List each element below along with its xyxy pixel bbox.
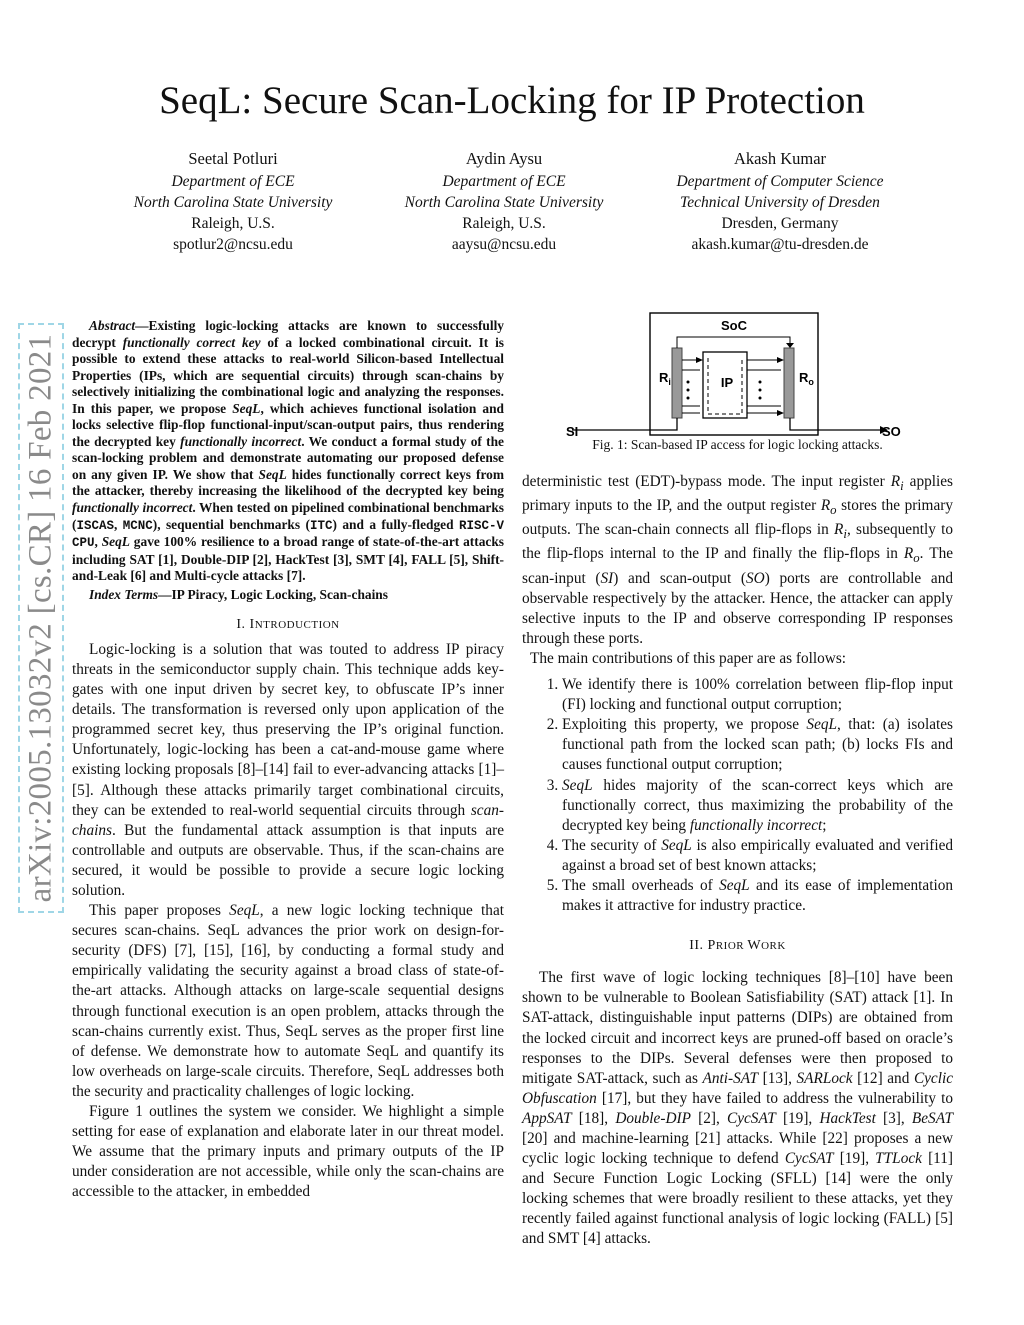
list-text: The small overheads of bbox=[562, 876, 720, 894]
section-cap: I bbox=[249, 616, 255, 632]
math-sub: o bbox=[913, 551, 920, 566]
arrowhead bbox=[786, 343, 794, 348]
list-text: hides majority of the scan-correct keys which are functionally correct, thus maximizing the probability of the decrypted key being bbox=[562, 776, 953, 834]
intro-paragraph-2 bbox=[72, 901, 504, 1102]
intro-emph: scan-chains bbox=[72, 801, 504, 839]
right-column bbox=[522, 472, 953, 1250]
math: R bbox=[834, 521, 844, 539]
author-name: Seetal Potluri bbox=[188, 149, 278, 168]
list-emph: SeqL bbox=[661, 836, 692, 854]
list-text: We identify there is bbox=[562, 676, 695, 694]
contributions-list bbox=[522, 675, 953, 916]
abstract-text: —Existing logic-locking attacks are known to successfully decrypt bbox=[72, 318, 504, 350]
section-heading-intro bbox=[72, 615, 504, 635]
ro-label: $R_o$ bbox=[799, 370, 814, 387]
abstract-emph: functionally incorrect bbox=[72, 500, 193, 516]
emph: HackTest bbox=[819, 1109, 876, 1127]
author-email: spotlur2@ncsu.edu bbox=[173, 236, 293, 253]
section-rest: NTRODUCTION bbox=[254, 618, 340, 631]
math-sub: o bbox=[830, 503, 837, 518]
ro-register bbox=[784, 348, 794, 418]
author-city: Raleigh, U.S. bbox=[191, 215, 275, 232]
author-email: akash.kumar@tu-dresden.de bbox=[691, 236, 869, 253]
list-text: and its ease of implementation makes it attractive for industry practice. bbox=[562, 876, 954, 915]
body-text: ) ports are controllable and observable respectively by the attacker. Hence, the attacker can apply selective inputs to the IP and observe corresponding IP responses through these ports. bbox=[522, 569, 953, 647]
body-text: deterministic test (EDT)-bypass mode. The input register bbox=[522, 473, 891, 490]
abstract-emph: functionally incorrect bbox=[180, 433, 302, 449]
right-paragraph-1 bbox=[522, 472, 953, 649]
author-3 bbox=[630, 148, 930, 255]
body-text: The first wave of logic locking techniques [8]–[10] have been shown to be vulnerable to Boolean Satisfiability (SAT) attack [1]. In SAT-attack, distinguishable input patterns (DIPs) are obtained from the locked circuit and incorrect keys are pruned-off based on oracle’s responses to the DIPs. Several defenses were then proposed to mitigate SAT-attack, such as bbox=[522, 969, 953, 1087]
abstract-emph: SeqL bbox=[258, 466, 287, 482]
abstract-mono: MCNC bbox=[122, 518, 153, 533]
math: R bbox=[820, 497, 831, 515]
author-univ: Technical University of Dresden bbox=[680, 194, 880, 211]
author-dept: Department of ECE bbox=[171, 173, 295, 190]
emph: Cyclic Obfuscation bbox=[522, 1069, 954, 1107]
figure-caption: Fig. 1: Scan-based IP access for logic locking attacks. bbox=[592, 437, 883, 452]
abstract-text: , which achieves functional isolation and locks selective flip-flop functional-input/scan-output pairs, thus rendering the decrypted key bbox=[72, 400, 504, 449]
section-number: I. bbox=[236, 616, 250, 632]
list-item bbox=[562, 836, 953, 876]
output-connections bbox=[747, 360, 781, 413]
body-text: applies primary inputs to the IP, and the output register bbox=[522, 473, 953, 515]
emph: Double-DIP bbox=[615, 1109, 691, 1127]
body-text: [11] and Secure Function Logic Locking (SFLL) [14] were the only locking schemes that were broadly resilient to these attacks, yet they recently failed against functional analysis of logic locking (FALL) [5] and SMT [4] attacks. bbox=[522, 1150, 953, 1248]
list-item bbox=[562, 876, 953, 916]
body-text: [18], bbox=[571, 1109, 616, 1127]
ri-register bbox=[672, 348, 682, 418]
intro-text: , a new logic locking technique that secures scan-chains. SeqL advances the prior work on design-for-security (DFS) [7], [15], [16], by conducting a formal study and empirically validating the security against a broad class of state-of-the-art attacks. Although attacks on large-scale sequential designs through functional execution is an open problem, attacks through the scan-chains currently exist. Thus, SeqL serves as the proper first line of defense. We demonstrate how to automate SeqL and quantify its low overheads on large-scale circuits. Therefore, SeqL addresses both the security and practicality challenges of logic locking. bbox=[72, 902, 504, 1100]
abstract-text: . When tested on pipelined combinational benchmarks ( bbox=[72, 500, 504, 532]
abstract-emph: SeqL bbox=[232, 400, 261, 416]
section-number: II. bbox=[689, 938, 708, 954]
author-city: Dresden, Germany bbox=[721, 215, 839, 232]
author-dept: Department of ECE bbox=[442, 173, 566, 190]
arxiv-id: arXiv:2005.13032v2 [cs.CR] 16 Feb 2021 bbox=[22, 333, 59, 903]
body-text: [19], bbox=[775, 1109, 820, 1127]
emph: TTLock bbox=[875, 1150, 922, 1168]
list-text: The security of bbox=[562, 836, 662, 854]
abstract-text: of a locked combinational circuit. It is possible to extend these attacks to real-world Silicon-based Intellectual Properties (IPs, which are sequential circuits) through scan-chains by selectively initializing the combinational logic and analyzing the responses. In this paper, we propose bbox=[72, 334, 505, 416]
paper-title: SeqL: Secure Scan-Locking for IP Protection bbox=[159, 79, 865, 122]
left-column bbox=[72, 318, 504, 1202]
emph: CycSAT bbox=[727, 1109, 776, 1127]
list-text: , that: (a) isolates functional path from the locked scan path; (b) locks FIs and causes functional output corruption; bbox=[562, 716, 953, 774]
index-terms bbox=[72, 586, 504, 603]
emph: Anti-SAT bbox=[702, 1069, 759, 1087]
author-city: Raleigh, U.S. bbox=[462, 215, 546, 232]
ip-label: IP bbox=[720, 375, 734, 390]
author-univ: North Carolina State University bbox=[133, 194, 333, 211]
arrowhead bbox=[777, 410, 784, 416]
list-text: is also empirically evaluated and verified against a broad set of best known attacks; bbox=[562, 836, 954, 874]
soc-label: SoC bbox=[721, 318, 747, 333]
intro-paragraph-3: Figure 1 outlines the system we consider. We highlight a simple setting for ease of explanation and elaborate later in our threat model. We assume that the primary inputs and primary outputs of the IP under consideration are not accessible, while only the scan-chains are accessible to the attacker, in embedded bbox=[72, 1103, 504, 1201]
abstract-text: gave 100% resilience to a broad range of state-of-the-art attacks including SAT [1], Double-DIP [2], HackTest [3], SMT [4], FALL [5], Shift-and-Leak [6] and Multi-cycle attacks [7]. bbox=[72, 534, 504, 584]
math-sub: i bbox=[900, 479, 904, 494]
si-label: SI bbox=[566, 424, 579, 439]
abstract-mono: RISC-V CPU bbox=[72, 518, 504, 551]
emph: CycSAT bbox=[784, 1150, 834, 1168]
body-text: [2], bbox=[690, 1109, 728, 1127]
author-dept: Department of Computer Science bbox=[676, 173, 884, 190]
math: R bbox=[890, 473, 901, 490]
section-rest: ORK bbox=[761, 940, 786, 953]
author-email: aaysu@ncsu.edu bbox=[451, 236, 557, 253]
list-text: Exploiting this property, we propose bbox=[562, 716, 807, 734]
emph: BeSAT bbox=[911, 1109, 953, 1127]
scan-in-line bbox=[572, 418, 677, 430]
math: R bbox=[903, 545, 914, 563]
math-sub: i bbox=[843, 527, 847, 542]
body-text: [3], bbox=[875, 1109, 912, 1127]
emph: SARLock bbox=[796, 1069, 853, 1087]
list-emph: SeqL bbox=[562, 776, 593, 794]
input-connections bbox=[682, 360, 700, 413]
author-1 bbox=[83, 148, 383, 255]
abstract-text: hides functionally correct keys from the attacker, thereby increasing the likelihood of the decrypted key being bbox=[72, 466, 504, 499]
author-name: Akash Kumar bbox=[733, 149, 827, 168]
author-2 bbox=[354, 148, 654, 255]
body-text: . The scan-input ( bbox=[522, 545, 954, 587]
scan-out-line bbox=[790, 418, 884, 430]
list-item bbox=[562, 675, 953, 715]
arrowhead bbox=[696, 357, 703, 363]
abstract-text: . We conduct a formal study of the scan-locking problem and demonstrate automating our proposed defense on any given IP. We show that bbox=[72, 433, 504, 482]
abstract-lead: Abstract bbox=[89, 318, 136, 333]
list-text: correlation between flip-flop input (FI) locking and functional output corruption; bbox=[562, 676, 954, 714]
list-item bbox=[562, 776, 953, 836]
body-text: [13], bbox=[758, 1069, 797, 1087]
emph: AppSAT bbox=[522, 1109, 572, 1127]
body-text: , subsequently to the flip-flops internal to the IP and finally the flip-flops in bbox=[522, 521, 953, 563]
body-text: stores the primary outputs. The scan-chain connects all flip-flops in bbox=[522, 497, 953, 539]
list-item bbox=[562, 715, 953, 775]
intro-text: Logic-locking is a solution that was touted to address IP piracy threats in the semiconductor supply chain. This technique adds key-gates with one input driven by secret key, to obfuscate IP’s inner details. The transformation is reversed only upon application of the programmed secret key, thus preserving the IP’s original function. Unfortunately, logic-locking has been a cat-and-mouse game where existing locking proposals [8]–[14] fail to ever-advancing attacks [1]–[5]. Although these attacks primarily target combinational circuits, they can be extended to real-world sequential circuits through bbox=[72, 640, 504, 819]
math: SO bbox=[746, 569, 765, 587]
list-text: ; bbox=[822, 816, 827, 834]
arxiv-stamp[interactable] bbox=[18, 323, 64, 913]
ri-label: $R_i$ bbox=[659, 370, 671, 387]
abstract-emph: SeqL bbox=[101, 534, 130, 550]
section-rest: RIOR bbox=[715, 940, 748, 953]
bypass-path bbox=[677, 337, 790, 348]
abstract-mono: ISCAS bbox=[76, 518, 114, 533]
intro-emph: SeqL bbox=[229, 902, 260, 920]
body-text: [17], but they have failed to address the vulnerability to bbox=[596, 1089, 953, 1107]
prior-work-paragraph bbox=[522, 968, 953, 1249]
abstract-text: ) and a fully-fledged bbox=[332, 516, 459, 532]
body-text: [20] and machine-learning [21] attacks. While [22] proposes a new cyclic logic locking technique to defend bbox=[522, 1130, 953, 1168]
so-label: SO bbox=[882, 424, 901, 439]
abstract-emph: functionally correct key bbox=[122, 334, 261, 350]
arrowhead bbox=[777, 357, 784, 363]
section-cap: P bbox=[707, 938, 716, 954]
abstract-mono: ITC bbox=[309, 518, 333, 533]
list-emph: functionally incorrect bbox=[689, 816, 823, 834]
index-terms-text: —IP Piracy, Logic Locking, Scan-chains bbox=[158, 586, 388, 602]
author-univ: North Carolina State University bbox=[404, 194, 604, 211]
right-paragraph-2: The main contributions of this paper are as follows: bbox=[530, 649, 847, 667]
intro-paragraph-1 bbox=[72, 640, 504, 901]
math: SI bbox=[600, 569, 614, 587]
list-emph: SeqL bbox=[806, 716, 838, 734]
author-name: Aydin Aysu bbox=[465, 149, 543, 168]
index-terms-lead: Index Terms bbox=[89, 586, 159, 602]
section-heading-prior-work bbox=[522, 936, 953, 956]
list-text: 100% bbox=[694, 676, 730, 694]
abstract-text: ), sequential benchmarks ( bbox=[152, 516, 310, 532]
intro-text: This paper proposes bbox=[89, 902, 230, 920]
intro-text: . But the fundamental attack assumption is that inputs are controllable and outputs are observable. Thus, if the scan-chains are secured, it would be possible to provide a secure logic locking solution. bbox=[72, 821, 504, 899]
list-emph: SeqL bbox=[719, 876, 750, 894]
abstract: Abstract—Existing logic-locking attacks are known to successfully decrypt functionally correct key of a locked combinational circuit. It is possible to extend these attacks to real-world Silicon-based Intellectual Properties (IPs, which are sequential circuits) through scan-chains by selectively initializing the combinational logic and analyzing the responses. In this paper, we propose SeqL, which achieves functional isolation and locks selective flip-flop functional-input/scan-output pairs, thus rendering the decrypted key functionally incorrect. We conduct a formal study of the scan-locking problem and demonstrate automating our proposed defense on any given IP. We show that SeqL hides functionally correct keys from the attacker, thereby increasing the likelihood of the decrypted key being functionally incorrect. When tested on pipelined combinational benchmarks (ISCAS, MCNC), sequential benchmarks (ITC) and a fully-fledged RISC-V CPU, SeqL gave 100% resilience to a broad range of state-of-the-art attacks including SAT [1], Double-DIP [2], HackTest [3], SMT [4], FALL [5], Shift-and-Leak [6] and Multi-cycle attacks [7]. bbox=[72, 318, 505, 584]
body-text: [12] and bbox=[852, 1069, 914, 1087]
section-cap: W bbox=[747, 938, 762, 954]
body-text: [19], bbox=[833, 1150, 876, 1168]
body-text: ) and scan-output ( bbox=[613, 569, 746, 587]
